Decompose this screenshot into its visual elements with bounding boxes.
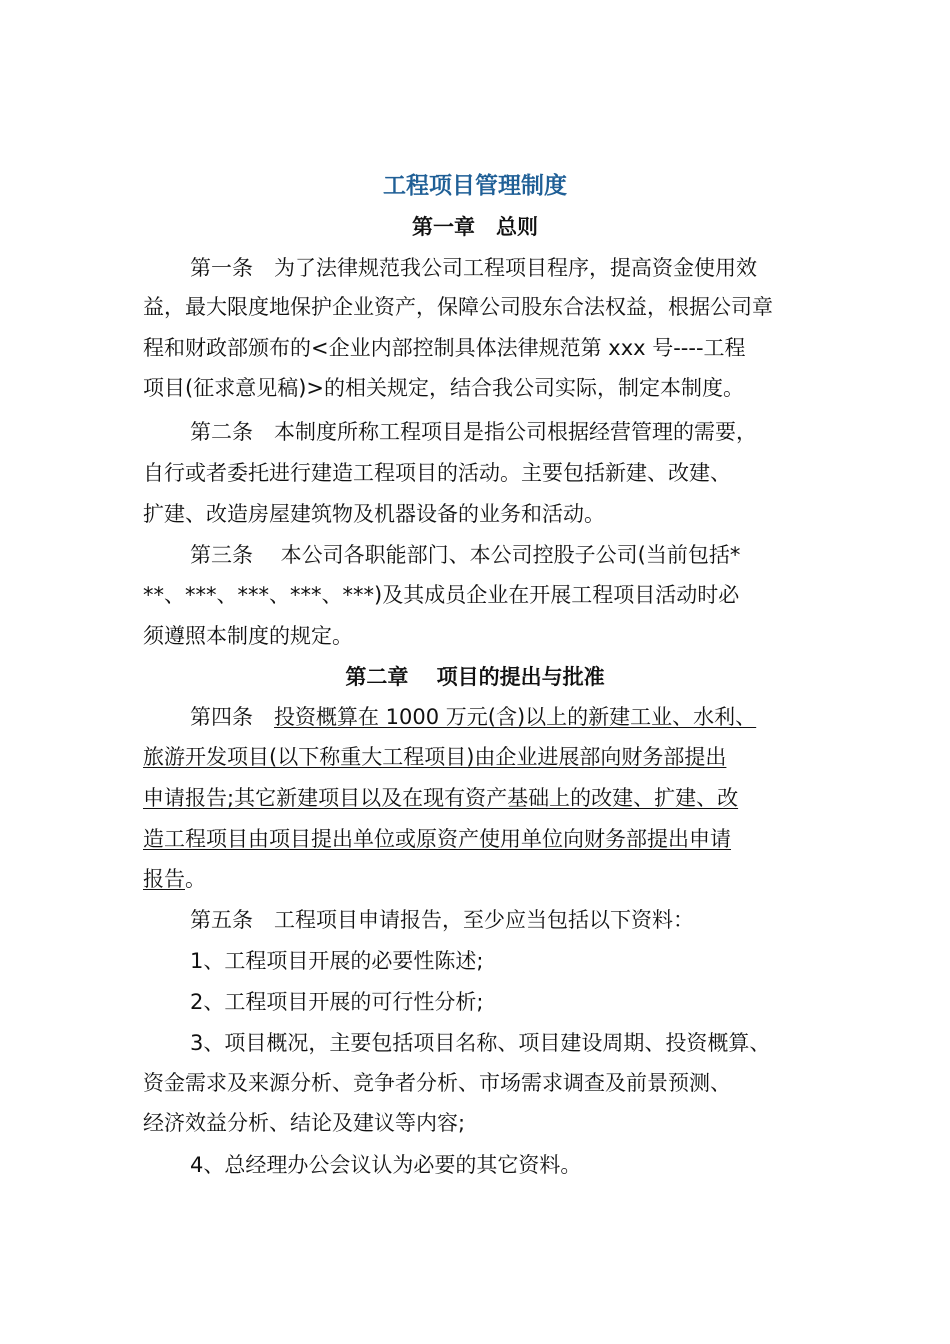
article-4-line-4: 造工程项目由项目提出单位或原资产使用单位向财务部提出申请	[143, 827, 731, 851]
article-1-line-1: 第一条 为了法律规范我公司工程项目程序，提高资金使用效	[190, 256, 757, 280]
article-5-line-1: 第五条 工程项目申请报告，至少应当包括以下资料：	[190, 908, 694, 932]
article-4-period: 。	[185, 867, 206, 891]
article-5-item-2: 2、工程项目开展的可行性分析;	[190, 990, 484, 1014]
article-4-line-2: 旅游开发项目(以下称重大工程项目)由企业进展部向财务部提出	[143, 745, 727, 769]
article-4-text-5: 报告	[143, 867, 185, 891]
article-5-item-3-line-2: 资金需求及来源分析、竞争者分析、市场需求调查及前景预测、	[143, 1071, 731, 1095]
document-title: 工程项目管理制度	[383, 173, 567, 199]
chapter-2-heading: 第二章 项目的提出与批准	[345, 665, 605, 689]
article-2-line-1: 第二条 本制度所称工程项目是指公司根据经营管理的需要，	[190, 420, 757, 444]
chapter-1-heading: 第一章 总则	[412, 215, 538, 239]
article-5-item-1: 1、工程项目开展的必要性陈述;	[190, 949, 484, 973]
article-3-line-3: 须遵照本制度的规定。	[143, 624, 353, 648]
article-5-item-4: 4、总经理办公会议认为必要的其它资料。	[190, 1153, 582, 1177]
article-2-line-3: 扩建、改造房屋建筑物及机器设备的业务和活动。	[143, 502, 605, 526]
article-4-line-5	[143, 864, 206, 894]
article-1-line-4: 项目(征求意见稿)>的相关规定，结合我公司实际，制定本制度。	[143, 376, 744, 400]
article-1-line-3: 程和财政部颁布的<企业内部控制具体法律规范第 xxx 号----工程	[143, 336, 746, 360]
article-4-label: 第四条	[190, 705, 274, 729]
article-5-item-3-line-3: 经济效益分析、结论及建议等内容;	[143, 1111, 466, 1135]
article-2-line-2: 自行或者委托进行建造工程项目的活动。主要包括新建、改建、	[143, 461, 731, 485]
article-1-line-2: 益，最大限度地保护企业资产，保障公司股东合法权益，根据公司章	[143, 295, 773, 319]
article-4-text-1: 投资概算在 1000 万元(含)以上的新建工业、水利、	[274, 705, 757, 729]
article-5-item-3-line-1: 3、项目概况，主要包括项目名称、项目建设周期、投资概算、	[190, 1031, 771, 1055]
article-4-line-1	[190, 702, 756, 732]
article-4-line-3: 申请报告;其它新建项目以及在现有资产基础上的改建、扩建、改	[143, 786, 739, 810]
article-3-line-2: **、***、***、***、***)及其成员企业在开展工程项目活动时必	[143, 583, 740, 607]
article-3-line-1: 第三条 本公司各职能部门、本公司控股子公司(当前包括*	[190, 543, 741, 567]
